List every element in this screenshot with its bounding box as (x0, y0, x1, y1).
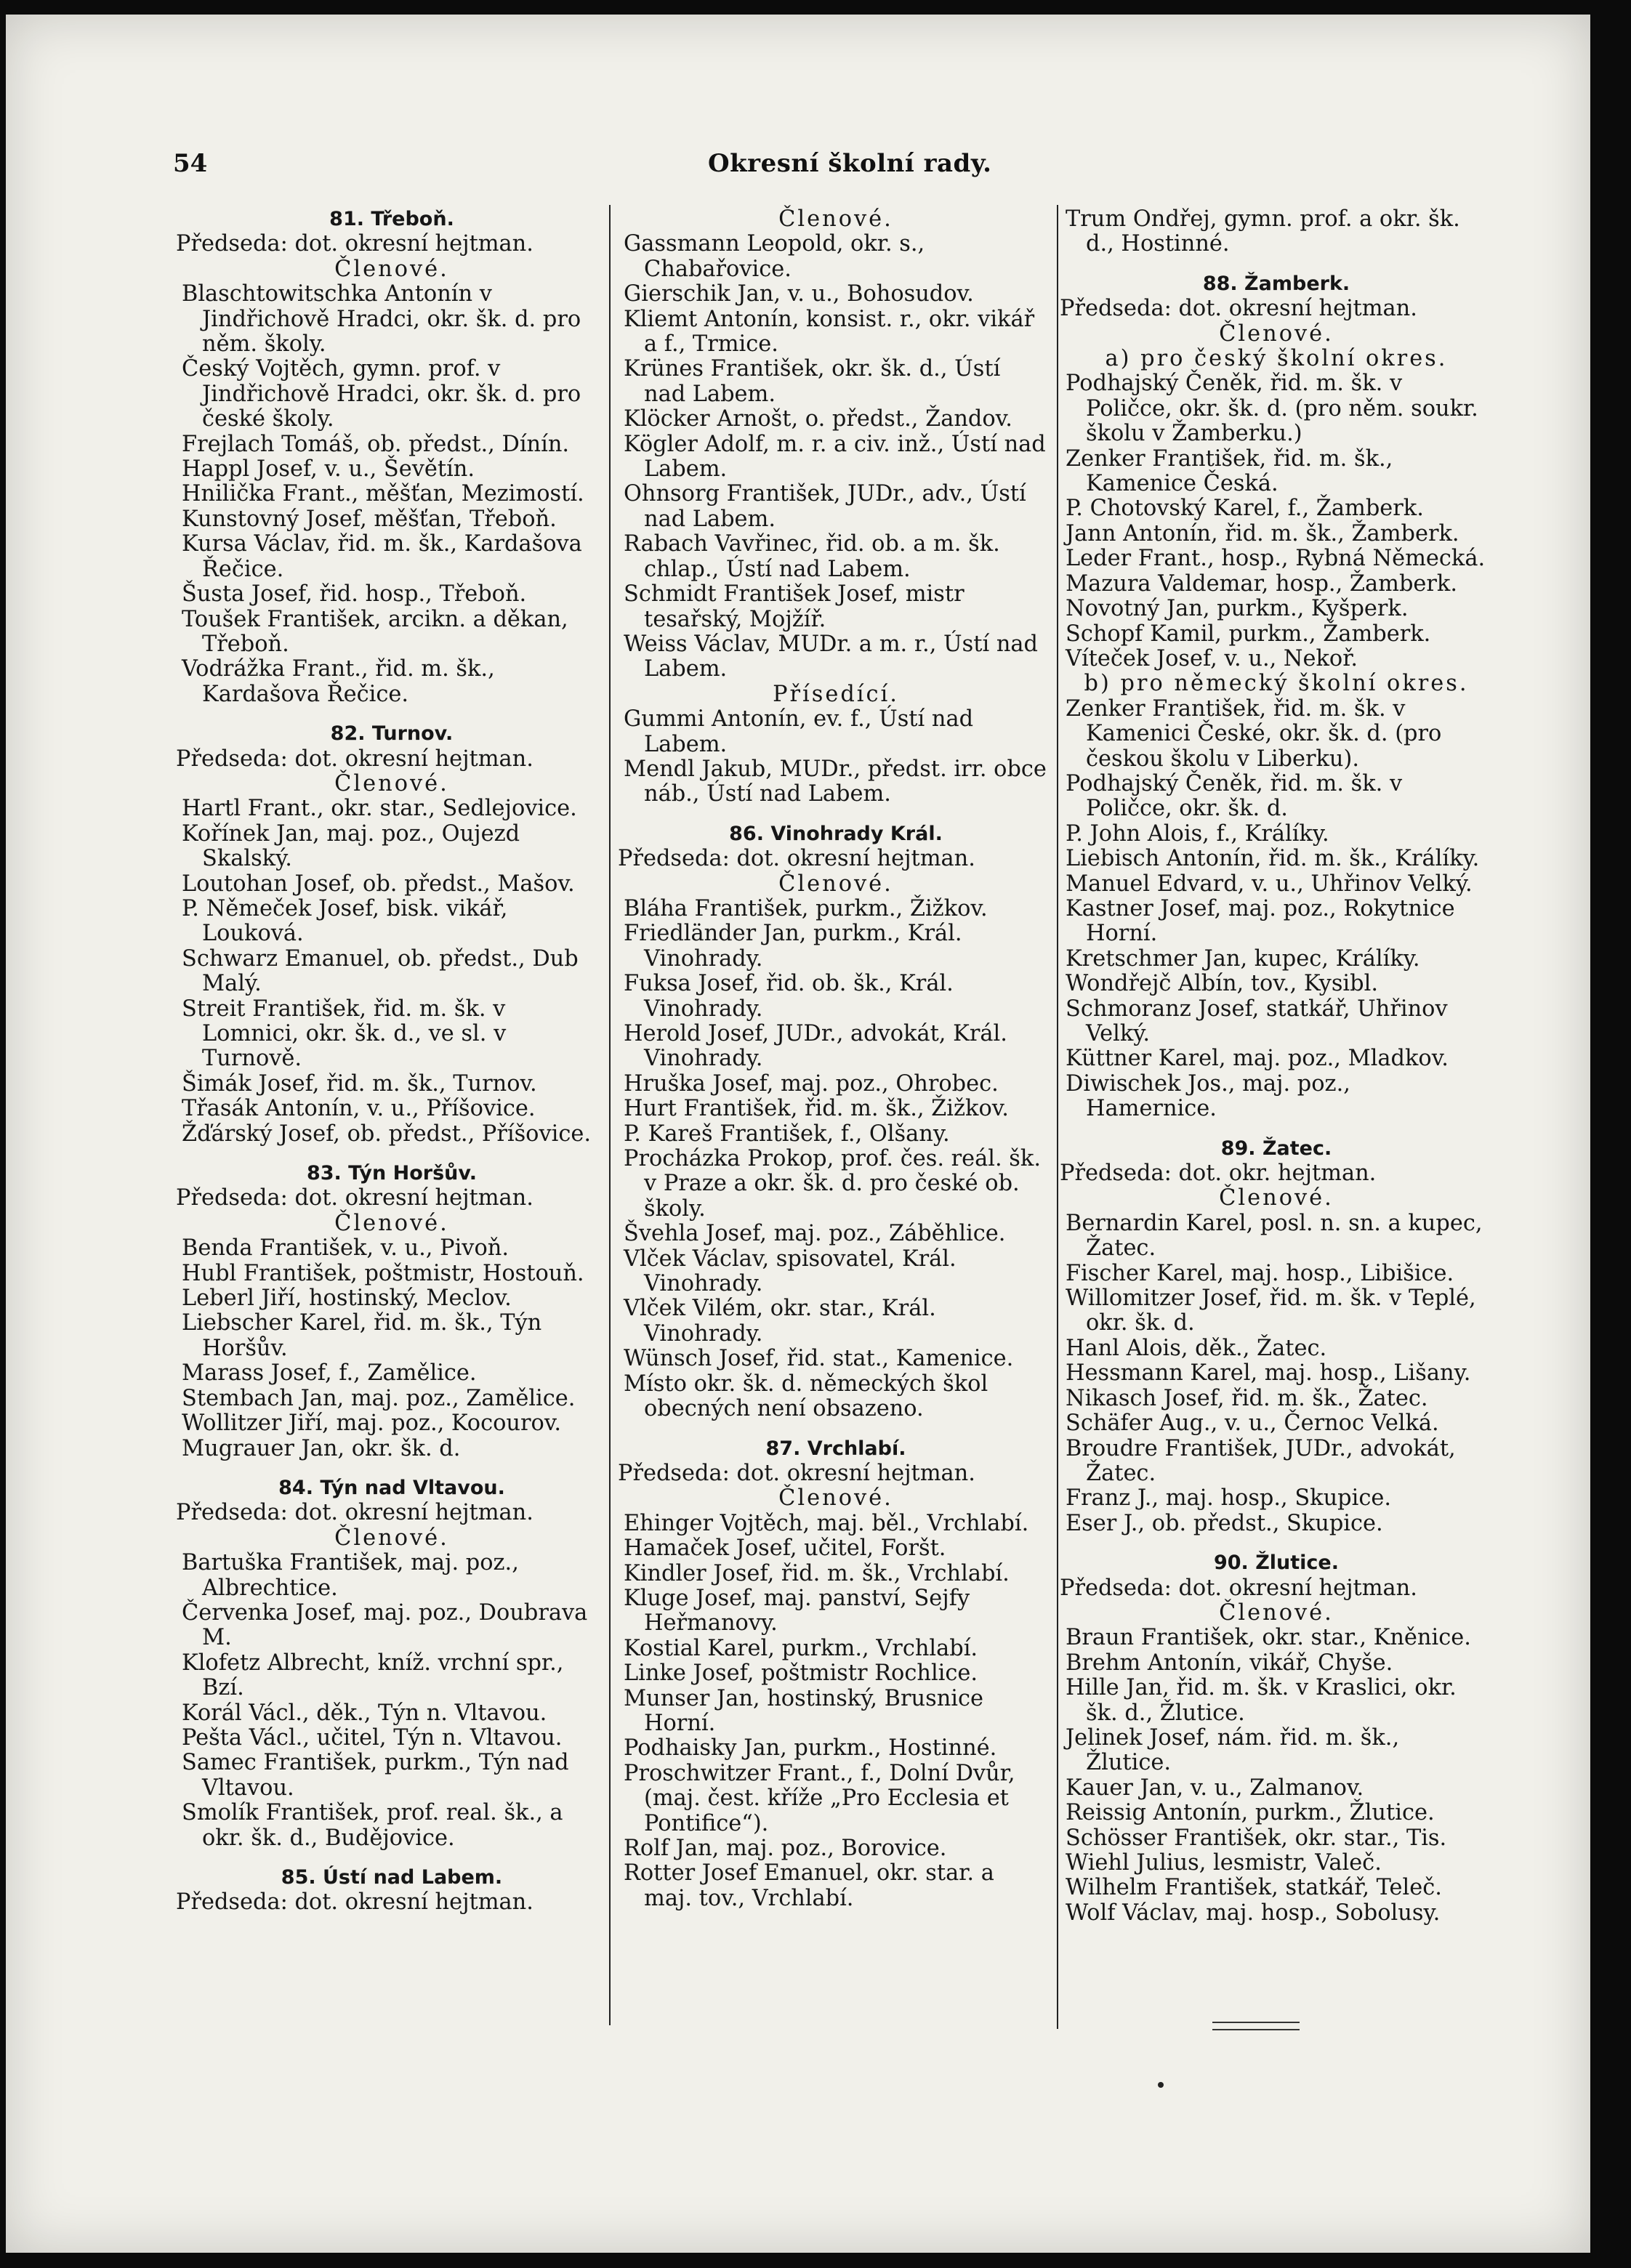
running-title: Okresní školní rady. (708, 149, 992, 178)
member-entry: Mazura Valdemar, hosp., Žamberk. (1066, 570, 1458, 597)
member-entry: Mugrauer Jan, okr. šk. d. (182, 1435, 461, 1461)
district-heading: 86. Vinohrady Král. (729, 822, 943, 845)
member-entry: Hruška Josef, maj. poz., Ohrobec. (624, 1070, 999, 1097)
member-entry: Český Vojtěch, gymn. prof. v Jindřichově Hradci, okr. šk. d. pro české školy. (182, 356, 581, 432)
member-entry: Loutohan Josef, ob. předst., Mašov. (182, 871, 575, 897)
member-entry: Kostial Karel, purkm., Vrchlabí. (624, 1635, 978, 1661)
member-entry: Kauer Jan, v. u., Zalmanov. (1066, 1775, 1364, 1801)
column-left (176, 207, 602, 1916)
section-gap (182, 1851, 602, 1865)
group-label: Členové. (778, 871, 893, 897)
member-entry: Gassmann Leopold, okr. s., Chabařovice. (624, 231, 925, 282)
scanned-page (6, 15, 1590, 2253)
member-entry: Vlček Václav, spisovatel, Král. Vinohrady. (624, 1246, 957, 1297)
district-heading: 88. Žamberk. (1202, 272, 1350, 295)
member-entry: Šimák Josef, řid. m. šk., Turnov. (182, 1070, 537, 1097)
member-entry: Podhajský Čeněk, řid. m. šk. v Poličce, okr. šk. d. (1066, 770, 1403, 822)
section-gap (182, 1461, 602, 1476)
member-entry: Toušek František, arcikn. a děkan, Třeboň. (182, 606, 568, 657)
member-entry: Wünsch Josef, řid. stat., Kamenice. (624, 1346, 1014, 1372)
chairman-line: Předseda: dot. okresní hejtman. (176, 1500, 533, 1526)
member-entry: Jelinek Josef, nám. řid. m. šk., Žlutice. (1066, 1724, 1400, 1776)
member-entry: P. Chotovský Karel, f., Žamberk. (1066, 496, 1424, 522)
member-entry: Rotter Josef Emanuel, okr. star. a maj. tov., Vrchlabí. (624, 1860, 994, 1911)
member-entry: Podhaisky Jan, purkm., Hostinné. (624, 1735, 997, 1761)
section-gap (1066, 1536, 1487, 1551)
column-rule (609, 205, 611, 2025)
chairman-line: Předseda: dot. okr. hejtman. (1060, 1161, 1377, 1187)
chairman-line: Předseda: dot. okresní hejtman. (176, 1889, 533, 1916)
section-gap (1066, 1122, 1487, 1137)
member-entry: Leder Frant., hosp., Rybná Německá. (1066, 546, 1486, 572)
chairman-line: Předseda: dot. okresní hejtman. (176, 231, 533, 257)
member-entry: Hessmann Karel, maj. hosp., Lišany. (1066, 1360, 1471, 1387)
member-entry: Kořínek Jan, maj. poz., Oujezd Skalský. (182, 820, 520, 872)
member-entry: Mendl Jakub, MUDr., předst. irr. obce náb., Ústí nad Labem. (624, 756, 1047, 807)
group-label: b) pro německý školní okres. (1084, 671, 1469, 697)
group-label: Členové. (1219, 320, 1334, 347)
member-entry: Bláha František, purkm., Žižkov. (624, 895, 988, 921)
group-label: a) pro český školní okres. (1105, 346, 1448, 372)
member-entry: Kögler Adolf, m. r. a civ. inž., Ústí nad Labem. (624, 431, 1046, 483)
group-label: Členové. (334, 256, 449, 282)
member-entry: Novotný Jan, purkm., Kyšperk. (1066, 596, 1409, 622)
member-entry: Friedländer Jan, purkm., Král. Vinohrady. (624, 921, 962, 972)
section-gap (1066, 257, 1487, 272)
member-entry: Schopf Kamil, purkm., Žamberk. (1066, 621, 1431, 647)
member-entry: Kastner Josef, maj. poz., Rokytnice Horní. (1066, 895, 1455, 947)
member-entry: Smolík František, prof. real. šk., a okr. šk. d., Budějovice. (182, 1800, 563, 1851)
member-entry: Korál Václ., děk., Týn n. Vltavou. (182, 1700, 547, 1726)
member-entry: P. Kareš František, f., Olšany. (624, 1121, 950, 1147)
group-label: Členové. (334, 770, 449, 796)
district-heading: 81. Třeboň. (329, 208, 454, 230)
member-entry: Liebisch Antonín, řid. m. šk., Králíky. (1066, 846, 1480, 872)
member-entry: Třasák Antonín, v. u., Příšovice. (182, 1096, 536, 1122)
member-entry: Bartuška František, maj. poz., Albrechtice. (182, 1550, 519, 1601)
member-entry: Ehinger Vojtěch, maj. běl., Vrchlabí. (624, 1510, 1029, 1536)
member-entry: Streit František, řid. m. šk. v Lomnici, okr. šk. d., ve sl. v Turnově. (182, 996, 507, 1072)
member-entry: Liebscher Karel, řid. m. šk., Týn Horšův. (182, 1310, 542, 1361)
member-entry: Kretschmer Jan, kupec, Králíky. (1066, 945, 1420, 972)
member-entry: Kliemt Antonín, konsist. r., okr. vikář a f., Trmice. (624, 306, 1035, 358)
chairman-line: Předseda: dot. okresní hejtman. (618, 846, 975, 872)
member-entry: Červenka Josef, maj. poz., Doubrava M. (182, 1599, 588, 1651)
member-entry: Leberl Jiří, hostinský, Meclov. (182, 1286, 512, 1312)
district-heading: 85. Ústí nad Labem. (281, 1866, 503, 1889)
end-rule (1212, 2022, 1300, 2023)
member-entry: Zenker František, řid. m. šk., Kamenice Česká. (1066, 445, 1393, 497)
member-entry: Eser J., ob. předst., Skupice. (1066, 1510, 1383, 1536)
member-entry: Willomitzer Josef, řid. m. šk. v Teplé, okr. šk. d. (1066, 1286, 1476, 1336)
member-entry: Munser Jan, hostinský, Brusnice Horní. (624, 1685, 983, 1736)
member-entry: Fischer Karel, maj. hosp., Libišice. (1066, 1260, 1454, 1286)
district-heading: 84. Týn nad Vltavou. (278, 1476, 505, 1499)
chairman-line: Předseda: dot. okresní hejtman. (618, 1460, 975, 1486)
member-entry: Diwischek Jos., maj. poz., Hamernice. (1066, 1070, 1350, 1122)
member-entry: Šusta Josef, řid. hosp., Třeboň. (182, 581, 527, 608)
group-label: Přísedící. (773, 681, 899, 707)
group-label: Členové. (334, 1210, 449, 1236)
member-entry: Kunstovný Josef, měšťan, Třeboň. (182, 506, 557, 532)
member-entry: Küttner Karel, maj. poz., Mladkov. (1066, 1046, 1449, 1072)
member-entry: Wollitzer Jiří, maj. poz., Kocourov. (182, 1411, 562, 1437)
member-entry: Hnilička Frant., měšťan, Mezimostí. (182, 481, 584, 507)
group-label: Členové. (1219, 1185, 1334, 1211)
chairman-line: Předseda: dot. okresní hejtman. (1060, 1575, 1417, 1601)
member-entry: Žďárský Josef, ob. předst., Příšovice. (182, 1121, 592, 1147)
member-entry: Hille Jan, řid. m. šk. v Kraslici, okr. šk. d., Žlutice. (1066, 1675, 1457, 1726)
member-entry: Hamaček Josef, učitel, Foršt. (624, 1535, 946, 1562)
member-entry: Hartl Frant., okr. star., Sedlejovice. (182, 796, 577, 822)
member-entry: Manuel Edvard, v. u., Uhřinov Velký. (1066, 871, 1473, 897)
member-entry: Krünes František, okr. šk. d., Ústí nad Labem. (624, 356, 1001, 407)
member-entry: Franz J., maj. hosp., Skupice. (1066, 1485, 1392, 1512)
member-entry: Linke Josef, poštmistr Rochlice. (624, 1660, 978, 1687)
member-entry: Jann Antonín, řid. m. šk., Žamberk. (1066, 520, 1459, 546)
member-entry: Hubl František, poštmistr, Hostouň. (182, 1260, 584, 1286)
section-gap (182, 707, 602, 722)
member-entry: Rabach Vavřinec, řid. ob. a m. šk. chlap., Ústí nad Labem. (624, 531, 1000, 582)
member-entry: Marass Josef, f., Zamělice. (182, 1360, 477, 1387)
group-label: Členové. (778, 206, 893, 232)
member-entry: Rolf Jan, maj. poz., Borovice. (624, 1836, 947, 1861)
member-entry: Stembach Jan, maj. poz., Zamělice. (182, 1385, 576, 1411)
member-entry: Gierschik Jan, v. u., Bohosudov. (624, 281, 974, 307)
member-entry: Kluge Josef, maj. panství, Sejfy Heřmanovy. (624, 1585, 970, 1637)
member-entry: Vlček Vilém, okr. star., Král. Vinohrady. (624, 1296, 936, 1347)
section-gap (182, 1147, 602, 1161)
member-entry: Bernardin Karel, posl. n. sn. a kupec, Žatec. (1066, 1210, 1483, 1262)
member-entry: Wolf Václav, maj. hosp., Sobolusy. (1066, 1900, 1441, 1926)
member-entry: Procházka Prokop, prof. čes. reál. šk. v Praze a okr. šk. d. pro české ob. školy. (624, 1146, 1041, 1222)
district-heading: 89. Žatec. (1220, 1137, 1332, 1160)
member-entry: Brehm Antonín, vikář, Chyše. (1066, 1650, 1393, 1676)
member-entry: Braun František, okr. star., Kněnice. (1066, 1625, 1471, 1651)
member-entry: Wilhelm František, statkář, Teleč. (1066, 1875, 1442, 1901)
end-rule (1212, 2029, 1300, 2030)
member-entry: Broudre František, JUDr., advokát, Žatec. (1066, 1435, 1456, 1486)
district-heading: 90. Žlutice. (1213, 1551, 1340, 1575)
member-entry: Pešta Václ., učitel, Týn n. Vltavou. (182, 1724, 563, 1751)
member-entry: Fuksa Josef, řid. ob. šk., Král. Vinohrady. (624, 971, 954, 1022)
member-entry: Schmidt František Josef, mistr tesařský, Mojžíř. (624, 581, 964, 632)
member-entry: Proschwitzer Frant., f., Dolní Dvůr, (maj. čest. kříže „Pro Ecclesia et Pontifice“). (624, 1760, 1015, 1836)
member-entry: Vodrážka Frant., řid. m. šk., Kardašova Řečice. (182, 656, 495, 707)
ink-speck (1158, 2082, 1164, 2088)
member-entry: P. John Alois, f., Králíky. (1066, 820, 1329, 847)
member-entry: Nikasch Josef, řid. m. šk., Žatec. (1066, 1385, 1428, 1411)
group-label: Členové. (334, 1525, 449, 1551)
member-entry: Kursa Václav, řid. m. šk., Kardašova Řečice. (182, 531, 582, 582)
section-gap (624, 1422, 1048, 1437)
chairman-line: Předseda: dot. okresní hejtman. (1060, 296, 1417, 322)
member-entry: Schäfer Aug., v. u., Černoc Velká. (1066, 1411, 1439, 1437)
member-entry: Blaschtowitschka Antonín v Jindřichově Hradci, okr. šk. d. pro něm. školy. (182, 281, 581, 358)
member-entry: Herold Josef, JUDr., advokát, Král. Vinohrady. (624, 1021, 1007, 1072)
section-gap (624, 807, 1048, 822)
member-entry: Weiss Václav, MUDr. a m. r., Ústí nad Labem. (624, 631, 1038, 682)
member-entry: Klöcker Arnošt, o. předst., Žandov. (624, 406, 1012, 432)
member-entry: Reissig Antonín, purkm., Žlutice. (1066, 1800, 1435, 1826)
member-entry: Benda František, v. u., Pivoň. (182, 1235, 509, 1262)
column-middle (618, 206, 1048, 1911)
member-entry: Schwarz Emanuel, ob. předst., Dub Malý. (182, 945, 579, 997)
column-right (1060, 206, 1487, 1926)
member-entry: Frejlach Tomáš, ob. předst., Dínín. (182, 431, 570, 457)
member-entry: Happl Josef, v. u., Ševětín. (182, 456, 475, 483)
district-heading: 83. Týn Horšův. (306, 1162, 478, 1185)
member-entry: Gummi Antonín, ev. f., Ústí nad Labem. (624, 706, 974, 757)
group-label: Členové. (778, 1485, 893, 1512)
member-entry: Samec František, purkm., Týn nad Vltavou. (182, 1750, 569, 1801)
member-entry: Kindler Josef, řid. m. šk., Vrchlabí. (624, 1560, 1010, 1586)
member-entry: Trum Ondřej, gymn. prof. a okr. šk. d., Hostinné. (1066, 206, 1460, 257)
member-entry: Schmoranz Josef, statkář, Uhřinov Velký. (1066, 996, 1448, 1046)
member-entry: Hurt František, řid. m. šk., Žižkov. (624, 1096, 1009, 1122)
member-entry: Schösser František, okr. star., Tis. (1066, 1825, 1447, 1851)
member-entry: Klofetz Albrecht, kníž. vrchní spr., Bzí. (182, 1650, 564, 1701)
member-entry: Víteček Josef, v. u., Nekoř. (1066, 645, 1358, 671)
member-entry: Místo okr. šk. d. německých škol obecných není obsazeno. (624, 1371, 988, 1422)
member-entry: Zenker František, řid. m. šk. v Kamenici České, okr. šk. d. (pro českou školu v Liberku). (1066, 695, 1442, 772)
member-entry: P. Němeček Josef, bisk. vikář, Louková. (182, 895, 508, 947)
district-heading: 82. Turnov. (330, 722, 454, 746)
group-label: Členové. (1219, 1599, 1334, 1626)
member-entry: Hanl Alois, děk., Žatec. (1066, 1335, 1327, 1361)
member-entry: Wiehl Julius, lesmistr, Valeč. (1066, 1850, 1382, 1876)
column-rule (1057, 205, 1058, 2029)
member-entry: Wondřejč Albín, tov., Kysibl. (1066, 971, 1378, 997)
member-entry: Švehla Josef, maj. poz., Záběhlice. (624, 1221, 1006, 1247)
page-number: 54 (173, 149, 208, 178)
chairman-line: Předseda: dot. okresní hejtman. (176, 1185, 533, 1211)
district-heading: 87. Vrchlabí. (765, 1437, 906, 1460)
member-entry: Ohnsorg František, JUDr., adv., Ústí nad Labem. (624, 481, 1026, 532)
chairman-line: Předseda: dot. okresní hejtman. (176, 746, 533, 772)
member-entry: Podhajský Čeněk, řid. m. šk. v Poličce, okr. šk. d. (pro něm. soukr. školu v Žamberku.) (1066, 371, 1478, 447)
